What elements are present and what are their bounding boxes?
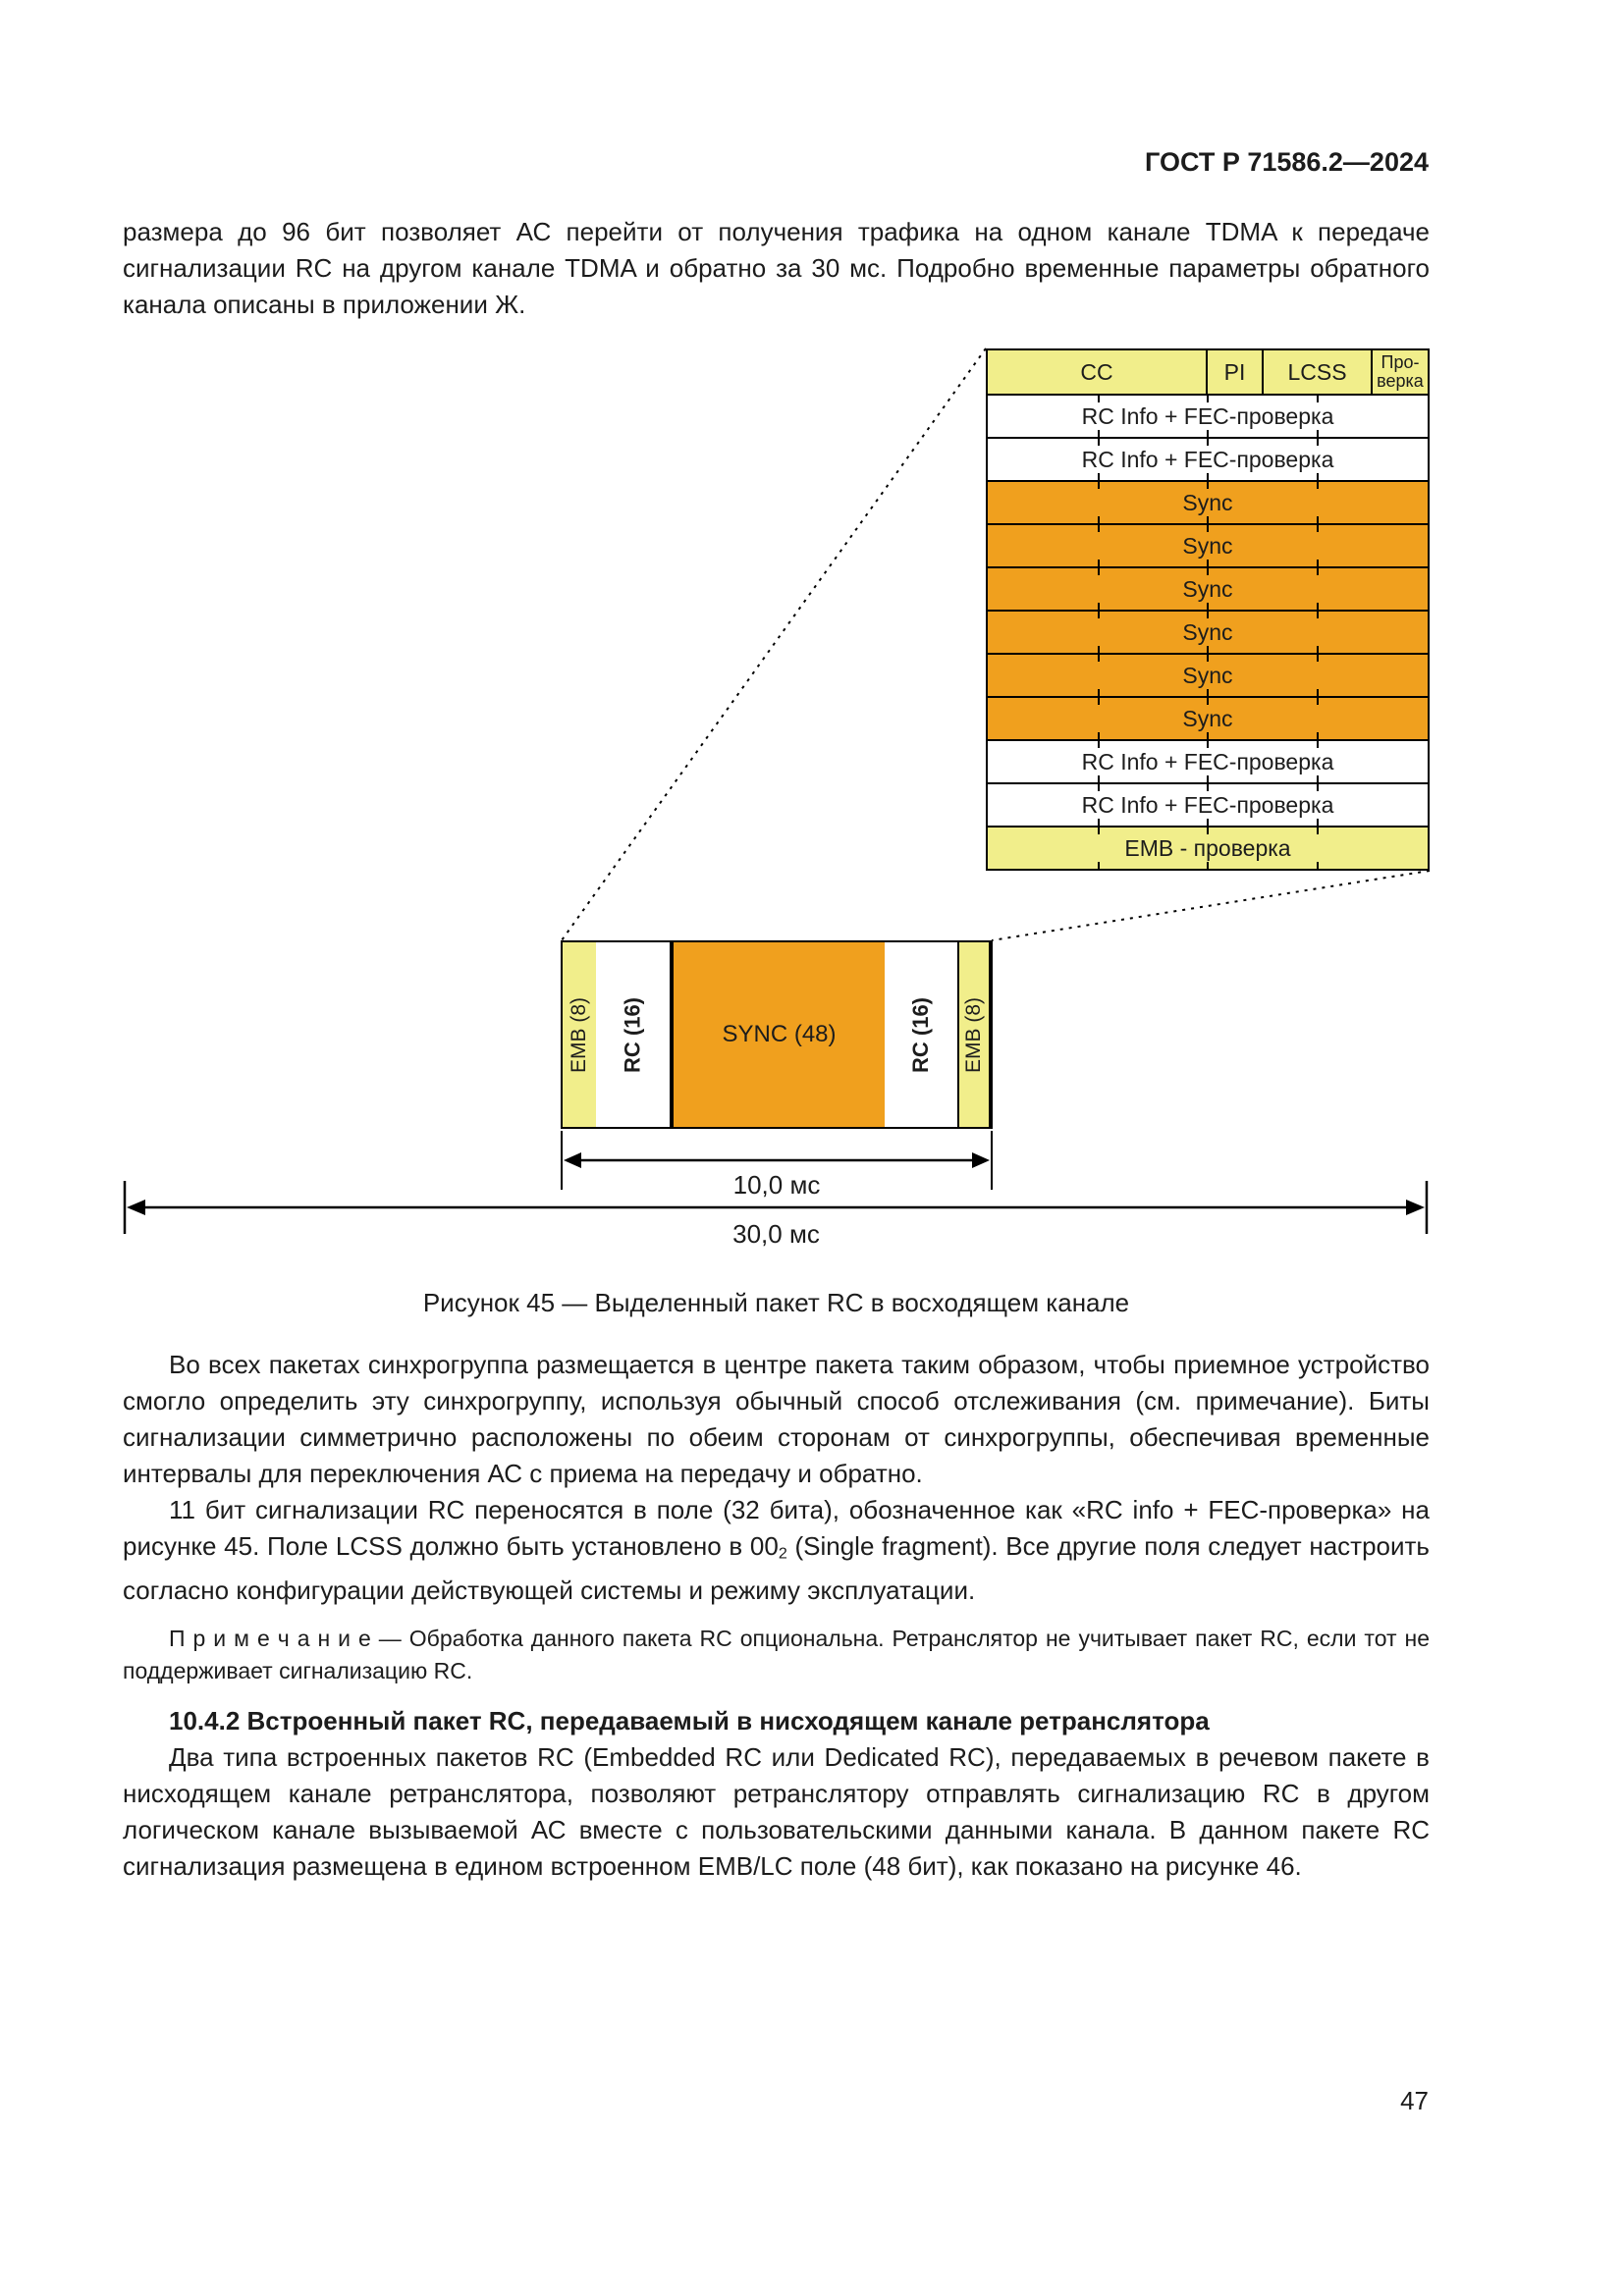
page-number: 47 xyxy=(1400,2086,1429,2115)
document-code-header: ГОСТ Р 71586.2—2024 xyxy=(1145,147,1429,177)
packet-block-emb-left: EMB (8) xyxy=(563,942,596,1127)
paragraph-11-bits-pre: 11 бит сигнализации RC переносятся в поле (32 бита), обозначенное как «RC info + FEC-проверка» на рисунке 45. Поле LCSS должно быть установлено в 00 xyxy=(123,1495,1430,1561)
table-row-sync: Sync xyxy=(988,480,1428,523)
body-text-block xyxy=(123,1347,1430,1885)
table-row-sync: Sync xyxy=(988,610,1428,653)
packet-block-rc-left: RC (16) xyxy=(596,942,672,1127)
paragraph-11-bits-post: (Single fragment). Все другие поля следует настроить согласно конфигурации действующей системы и режиму эксплуатации. xyxy=(123,1531,1430,1605)
table-row-sync: Sync xyxy=(988,653,1428,696)
cell-pi: PI xyxy=(1206,350,1262,394)
cell-lcss: LCSS xyxy=(1262,350,1371,394)
dimension-label-10ms: 10,0 мс xyxy=(732,1170,821,1200)
paragraph-sync-group: Во всех пакетах синхрогруппа размещается в центре пакета таким образом, чтобы приемное устройство смогло определить эту синхрогруппу, используя обычный способ отслеживания (см. примечание). Биты сигнализации симметрично расположены по обеим сторонам от синхрогруппы, обеспечивая временные интервалы для переключения АС с приема на передачу и обратно. xyxy=(123,1350,1430,1488)
packet-block-sync: SYNC (48) xyxy=(672,942,885,1127)
packet-block-emb-right: EMB (8) xyxy=(959,942,991,1127)
table-row-rc-info: RC Info + FEC-проверка xyxy=(988,782,1428,826)
cell-proverka: Про-верка xyxy=(1371,350,1428,394)
table-row-rc-info: RC Info + FEC-проверка xyxy=(988,394,1428,437)
packet-block-rc-right: RC (16) xyxy=(885,942,959,1127)
table-row-header xyxy=(988,350,1428,394)
dimension-label-30ms: 30,0 мс xyxy=(732,1219,820,1249)
cell-cc: CC xyxy=(1080,358,1113,385)
subscript-2: 2 xyxy=(778,1544,787,1563)
table-row-rc-info: RC Info + FEC-проверка xyxy=(988,437,1428,480)
section-heading-10-4-2: 10.4.2 Встроенный пакет RC, передаваемый в нисходящем канале ретранслятора xyxy=(169,1705,1210,1735)
table-row-emb: EMB - проверка xyxy=(988,826,1428,869)
figure-caption: Рисунок 45 — Выделенный пакет RC в восходящем канале xyxy=(422,1288,1130,1317)
paragraph-intro: размера до 96 бит позволяет АС перейти от получения трафика на одном канале TDMA к передаче сигнализации RC на другом канале TDMA и обратно за 30 мс. Подробно временные параметры обратного канала описаны в приложении Ж. xyxy=(123,217,1430,319)
table-row-sync: Sync xyxy=(988,566,1428,610)
paragraph-11-bits xyxy=(123,1492,1430,1609)
paragraph-embedded-rc: Два типа встроенных пакетов RC (Embedded RC или Dedicated RC), передаваемых в речевом пакете в нисходящем канале ретранслятора, позволяют ретранслятору отправлять сигнализацию RC в другом логическом канале вызываемой АС вместе с пользовательскими данными канала. В данном пакете RC сигнализация размещена в едином встроенном EMB/LC поле (48 бит), как показано на рисунке 46. xyxy=(123,1741,1430,1881)
note-paragraph: П р и м е ч а н и е — Обработка данного пакета RC опциональна. Ретранслятор не учитывает пакет RC, если тот не поддерживает сигнализацию RC. xyxy=(123,1625,1430,1683)
table-row-sync: Sync xyxy=(988,523,1428,566)
table-row-rc-info: RC Info + FEC-проверка xyxy=(988,739,1428,782)
packet-diagram xyxy=(561,940,993,1129)
table-row-sync: Sync xyxy=(988,696,1428,739)
packet-structure-table xyxy=(986,348,1430,871)
